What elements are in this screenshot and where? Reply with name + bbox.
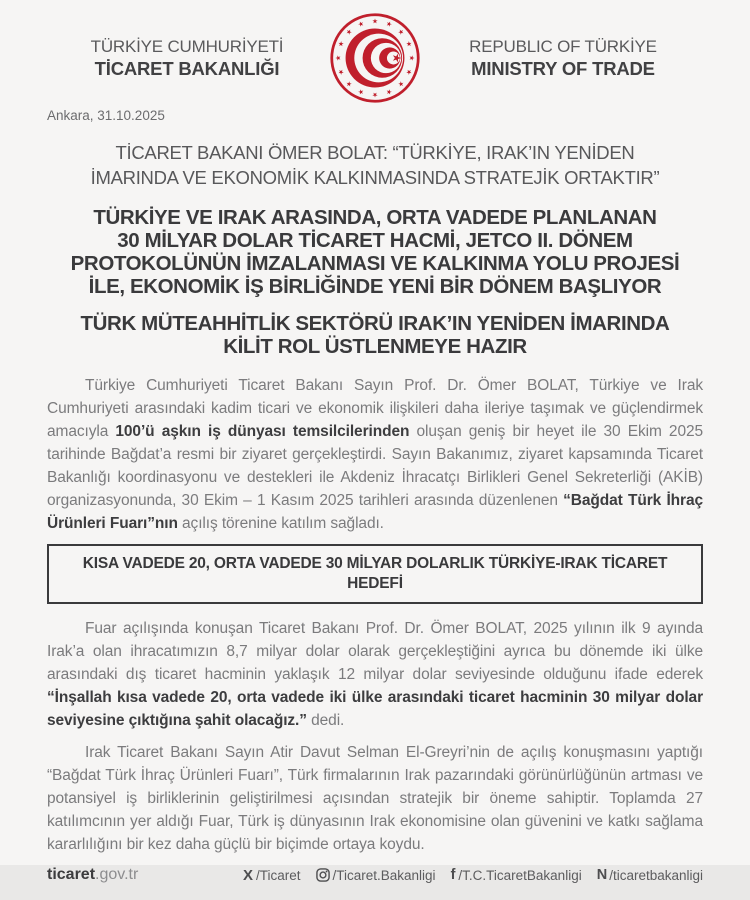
callout-line1: KISA VADEDE 20, ORTA VADEDE 30 MİLYAR DOLARLIK TÜRKİYE-IRAK TİCARET xyxy=(82,555,668,572)
headline-main-line3: PROTOKOLÜNÜN İMZALANMASI VE KALKINMA YOLU PROJESİ xyxy=(70,252,680,275)
facebook-icon: f xyxy=(450,866,456,883)
x-handle-text: /Ticaret xyxy=(256,867,301,883)
masthead xyxy=(47,12,703,104)
dateline: Ankara, 31.10.2025 xyxy=(47,108,165,123)
paragraph-1-text-3: açılış törenine katılım sağladı. xyxy=(177,515,384,532)
footer xyxy=(47,856,703,900)
headline-main-line2: 30 MİLYAR DOLAR TİCARET HACMİ, JETCO II. DÖNEM xyxy=(117,229,633,252)
headline-main-line1: TÜRKİYE VE IRAK ARASINDA, ORTA VADEDE PLANLANAN xyxy=(93,206,657,229)
org-english-line2: MINISTRY OF TRADE xyxy=(471,58,655,80)
paragraph-1-bold-fair: “Bağdat Türk İhraç Ürünleri Fuarı”nın xyxy=(47,492,703,532)
headline-main-line4: İLE, EKONOMİK İŞ BİRLİĞİNDE YENİ BİR DÖNEM BAŞLIYOR xyxy=(88,275,662,298)
org-turkish-line2: TİCARET BAKANLIĞI xyxy=(94,58,280,80)
nsosyal-icon: N xyxy=(596,866,607,883)
headline-quote-line2: İMARINDA VE EKONOMİK KALKINMASINDA STRATEJİK ORTAKTIR” xyxy=(90,167,660,188)
nsosyal-handle-text: /ticaretbakanligi xyxy=(609,867,703,883)
paragraph-1-text-2: oluşan geniş bir heyet ile 30 Ekim 2025 tarihinde Bağdat’a resmi bir ziyaret gerçekleştirdi. Sayın Bakanımız, ziyaret kapsamında Ticaret Bakanlığı koordinasyonu ve destekleri ile Akdeniz İhracatçı Birlikleri Genel Sekreterliği (AKİB) organizasyonunda, 30 Ekim – 1 Kasım 2025 tarihleri arasında düzenlenen xyxy=(47,423,704,509)
headline-sub-line2: KİLİT ROL ÜSTLENMEYE HAZIR xyxy=(223,335,527,358)
instagram-handle-text: /Ticaret.Bakanligi xyxy=(332,867,436,883)
nsosyal-handle-link[interactable] xyxy=(597,868,703,883)
org-name-turkish xyxy=(71,36,303,80)
x-handle-link[interactable] xyxy=(243,868,301,883)
facebook-handle-link[interactable] xyxy=(451,868,582,883)
website-rest: .gov.tr xyxy=(95,866,139,883)
instagram-handle-link[interactable] xyxy=(316,868,436,883)
paragraph-2-text-2: dedi. xyxy=(306,712,345,729)
paragraph-2-text: Fuar açılışında konuşan Ticaret Bakanı Prof. Dr. Ömer BOLAT, 2025 yılının ilk 9 ayında Irak’a olan ihracatımızın 8,7 milyar dolar olarak gerçekleştiğini ayrıca bu dönemde iki ülke arasındaki dış ticaret hacminin yaklaşık 12 milyar dolar seviyesinde olduğunu ifade ederek xyxy=(47,620,703,683)
x-icon: X xyxy=(242,866,253,884)
headline-quote xyxy=(47,140,703,190)
headline-sub-line1: TÜRK MÜTEAHHİTLİK SEKTÖRÜ IRAK’IN YENİDEN İMARINDA xyxy=(80,312,670,335)
headline-quote-line1: TİCARET BAKANI ÖMER BOLAT: “TÜRKİYE, IRAK’IN YENİDEN xyxy=(115,142,635,163)
headline-sub xyxy=(47,312,703,358)
website-bold: ticaret xyxy=(47,866,96,883)
paragraph-2-bold-quote: “İnşallah kısa vadede 20, orta vadede iki ülke arasındaki ticaret hacminin 30 milyar dolar seviyesine çıktığına şahit olacağız.” xyxy=(47,689,703,729)
org-english-line1: REPUBLIC OF TÜRKİYE xyxy=(469,36,657,56)
paragraph-1-text: Türkiye Cumhuriyeti Ticaret Bakanı Sayın Prof. Dr. Ömer BOLAT, Türkiye ve Irak Cumhuriyeti arasındaki kadim ticari ve ekonomik ilişkileri daha ileriye taşımak ve güçlendirmek amacıyla xyxy=(47,377,703,440)
paragraph-1 xyxy=(47,374,703,535)
paragraph-1-bold-delegation: 100’ü aşkın iş dünyası temsilcilerinden xyxy=(115,423,410,440)
social-handles xyxy=(243,868,703,883)
headline-main xyxy=(47,206,703,298)
paragraph-3-text: Irak Ticaret Bakanı Sayın Atir Davut Selman El-Greyri’nin de açılış konuşmasını yaptığı “Bağdat Türk İhraç Ürünleri Fuarı”, Türk firmalarının Irak pazarındaki görünürlüğünün artması ve potansiyel iş birliklerinin geliştirilmesi açısından stratejik bir öneme sahiptir. Toplamda 27 katılımcının yer aldığı Fuar, Türk iş dünyasının Irak ekonomisine olan güvenini ve katkı sağlama kararlılığını bir kez daha güçlü bir biçimde ortaya koydu. xyxy=(47,744,703,853)
paragraph-2 xyxy=(47,617,703,732)
website-link[interactable] xyxy=(47,866,138,884)
org-turkish-line1: TÜRKİYE CUMHURİYETİ xyxy=(90,36,284,56)
callout-line2: HEDEFİ xyxy=(347,575,403,592)
paragraph-3 xyxy=(47,741,703,856)
facebook-handle-text: /T.C.TicaretBakanligi xyxy=(458,867,582,883)
instagram-icon xyxy=(316,868,330,882)
org-name-english xyxy=(447,36,679,80)
ministry-of-trade-logo-icon xyxy=(329,12,421,104)
callout-box xyxy=(47,544,703,604)
